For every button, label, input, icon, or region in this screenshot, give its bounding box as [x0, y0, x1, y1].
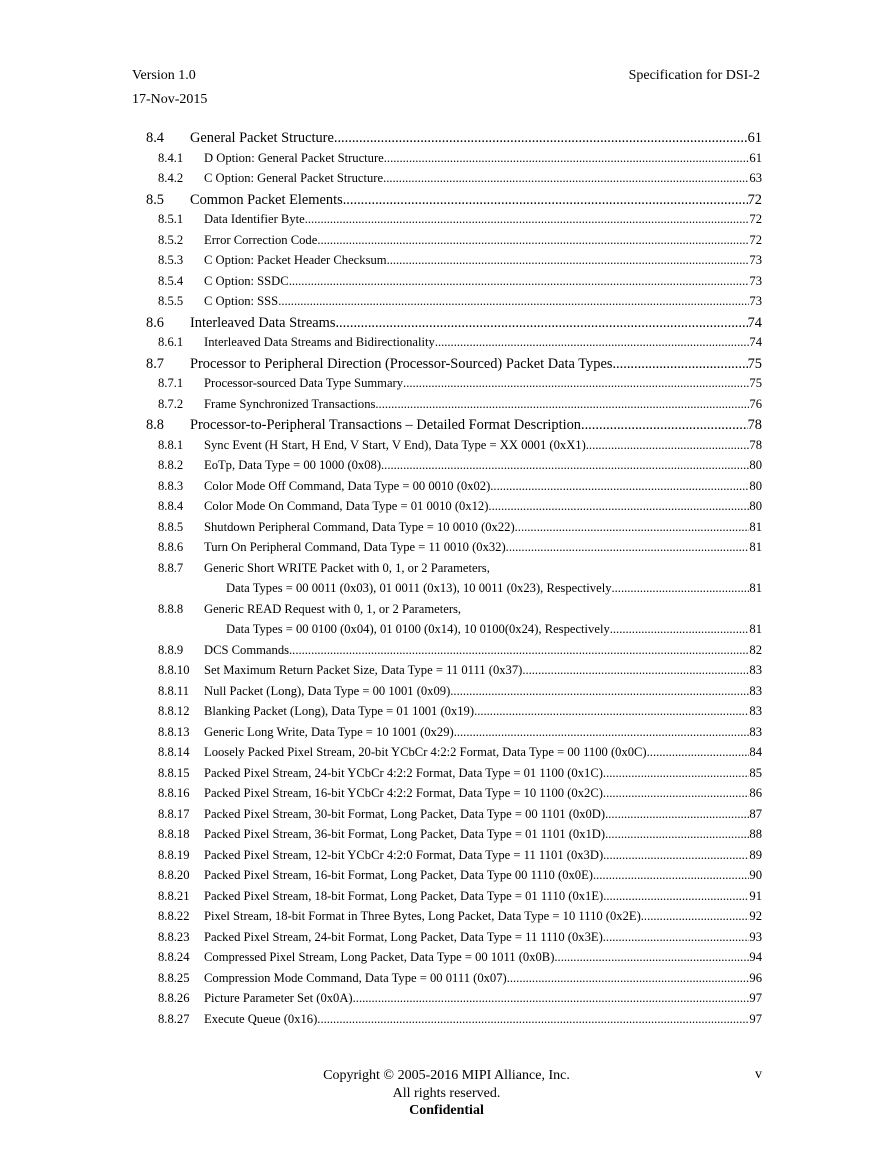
toc-entry-number: 8.8.4 — [158, 499, 184, 513]
toc-entry-title: Compressed Pixel Stream, Long Packet, Data Type = 00 1011 (0x0B) — [204, 950, 555, 964]
toc-entry[interactable] — [146, 807, 762, 828]
toc-entry-title: Packed Pixel Stream, 24-bit Format, Long Packet, Data Type = 11 1110 (0x3E) — [204, 929, 603, 944]
toc-entry-number: 8.5.2 — [158, 232, 184, 247]
toc-entry-number: 8.8.3 — [158, 478, 184, 493]
toc-entry-title: Packed Pixel Stream, 16-bit Format, Long Packet, Data Type 00 1110 (0x0E) — [204, 868, 593, 882]
toc-leader-dots — [381, 458, 749, 473]
toc-entry-title: EoTp, Data Type = 00 1000 (0x08) — [204, 458, 382, 472]
toc-entry-title: Generic Long Write, Data Type = 10 1001 (0x29) — [204, 724, 454, 739]
toc-entry[interactable] — [146, 130, 762, 151]
toc-entry[interactable] — [146, 909, 762, 930]
toc-entry-page: 87 — [749, 806, 762, 821]
toc-entry[interactable] — [146, 971, 762, 992]
toc-entry-page: 83 — [749, 724, 762, 739]
toc-entry[interactable] — [146, 663, 762, 684]
toc-entry-page: 81 — [749, 580, 762, 595]
toc-entry-number: 8.8.12 — [158, 704, 190, 718]
toc-entry[interactable] — [146, 253, 762, 274]
toc-leader-dots — [435, 335, 750, 350]
footer-rights: All rights reserved. — [392, 1086, 501, 1101]
toc-entry-number: 8.8.22 — [158, 909, 190, 923]
toc-entry[interactable] — [146, 520, 762, 541]
toc-entry[interactable] — [146, 602, 762, 643]
toc-entry-number: 8.8.5 — [158, 519, 184, 534]
toc-entry-page: 61 — [747, 130, 762, 146]
toc-entry-page: 91 — [749, 888, 762, 903]
toc-entry-page: 80 — [749, 499, 762, 513]
toc-entry[interactable] — [146, 868, 762, 889]
toc-entry-page: 72 — [749, 212, 762, 226]
toc-entry-number: 8.8.20 — [158, 868, 190, 882]
toc-leader-dots — [343, 192, 748, 209]
toc-entry-title: C Option: Packet Header Checksum — [204, 253, 387, 267]
toc-entry-page: 86 — [749, 786, 762, 800]
toc-entry[interactable] — [146, 643, 762, 664]
toc-entry-page: 93 — [749, 929, 762, 944]
toc-entry-number: 8.8.18 — [158, 827, 190, 841]
toc-leader-dots — [605, 807, 749, 822]
toc-leader-dots — [612, 581, 750, 596]
toc-entry-number: 8.8.11 — [158, 683, 190, 698]
toc-entry[interactable] — [146, 356, 762, 377]
toc-entry-title: Color Mode Off Command, Data Type = 00 0010 (0x02) — [204, 478, 491, 493]
toc-entry[interactable] — [146, 950, 762, 971]
toc-leader-dots — [522, 663, 749, 678]
footer-page-number: v — [755, 1067, 762, 1082]
toc-entry-page: 92 — [749, 909, 762, 923]
toc-entry-number: 8.8.10 — [158, 663, 190, 677]
table-of-contents — [146, 130, 762, 1032]
toc-entry-number: 8.8.6 — [158, 540, 184, 554]
toc-entry[interactable] — [146, 397, 762, 418]
toc-entry-number: 8.8.7 — [158, 560, 184, 575]
toc-leader-dots — [383, 171, 749, 186]
toc-entry[interactable] — [146, 192, 762, 213]
toc-entry[interactable] — [146, 233, 762, 254]
toc-entry-number: 8.8.8 — [158, 601, 184, 616]
toc-entry-page: 82 — [749, 642, 762, 657]
toc-entry[interactable] — [146, 540, 762, 561]
toc-entry-title: Null Packet (Long), Data Type = 00 1001 (0x09) — [204, 683, 451, 698]
toc-entry-page: 88 — [749, 827, 762, 841]
toc-entry-page: 72 — [747, 191, 762, 208]
toc-leader-dots — [317, 1012, 749, 1027]
toc-entry[interactable] — [146, 151, 762, 172]
toc-entry[interactable] — [146, 171, 762, 192]
toc-entry-title: C Option: SSS — [204, 294, 279, 308]
toc-entry-title: Turn On Peripheral Command, Data Type = 11 0010 (0x32) — [204, 540, 506, 554]
toc-leader-dots — [278, 294, 749, 309]
toc-entry-page: 80 — [749, 458, 762, 472]
toc-entry-title: Packed Pixel Stream, 12-bit YCbCr 4:2:0 Format, Data Type = 11 1101 (0x3D) — [204, 847, 604, 862]
toc-entry-page: 83 — [749, 663, 762, 677]
footer-copyright: Copyright © 2005-2016 MIPI Alliance, Inc. — [323, 1068, 570, 1083]
toc-entry-number: 8.8.14 — [158, 745, 190, 759]
toc-entry-page: 80 — [749, 478, 762, 493]
toc-entry-title: Common Packet Elements — [190, 191, 343, 208]
toc-entry-number: 8.5.4 — [158, 273, 184, 288]
toc-entry-page: 97 — [749, 991, 762, 1005]
toc-entry-title: Packed Pixel Stream, 16-bit YCbCr 4:2:2 Format, Data Type = 10 1100 (0x2C) — [204, 786, 603, 800]
toc-entry-title: DCS Commands — [204, 642, 290, 657]
toc-entry-title: Picture Parameter Set (0x0A) — [204, 991, 353, 1005]
toc-leader-dots — [488, 499, 749, 514]
toc-leader-dots — [289, 274, 750, 289]
toc-entry-number: 8.6 — [146, 314, 164, 331]
toc-leader-dots — [317, 233, 749, 248]
toc-leader-dots — [335, 315, 747, 332]
toc-entry-number: 8.8.25 — [158, 970, 190, 985]
toc-entry[interactable] — [146, 725, 762, 746]
toc-entry-title: Color Mode On Command, Data Type = 01 0010 (0x12) — [204, 499, 489, 513]
toc-entry-number: 8.8.2 — [158, 458, 184, 472]
toc-leader-dots — [353, 991, 750, 1006]
toc-leader-dots — [603, 889, 749, 904]
toc-entry-title: Generic READ Request with 0, 1, or 2 Parameters, — [204, 601, 462, 616]
header-version: Version 1.0 — [132, 68, 196, 83]
toc-entry[interactable] — [146, 889, 762, 910]
toc-entry[interactable] — [146, 561, 762, 602]
toc-entry-page: 81 — [749, 540, 762, 554]
toc-leader-dots — [515, 520, 750, 535]
toc-entry-page: 85 — [749, 765, 762, 780]
toc-entry-number: 8.7.1 — [158, 376, 184, 390]
toc-entry-page: 83 — [749, 683, 762, 698]
toc-entry[interactable] — [146, 212, 762, 233]
toc-entry-title: Blanking Packet (Long), Data Type = 01 1001 (0x19) — [204, 704, 475, 718]
toc-entry-number: 8.4.2 — [158, 171, 184, 185]
toc-entry[interactable] — [146, 745, 762, 766]
toc-entry-title: Compression Mode Command, Data Type = 00 0111 (0x07) — [204, 970, 507, 985]
toc-entry-number: 8.8.19 — [158, 847, 190, 862]
toc-entry-page: 74 — [747, 314, 762, 331]
toc-leader-dots — [305, 212, 750, 227]
toc-leader-dots — [506, 540, 750, 555]
toc-leader-dots — [612, 356, 747, 373]
toc-entry[interactable] — [146, 930, 762, 951]
toc-entry-title: Generic Short WRITE Packet with 0, 1, or 2 Parameters, — [204, 560, 490, 575]
toc-entry-title: Pixel Stream, 18-bit Format in Three Bytes, Long Packet, Data Type = 10 1110 (0x2E) — [204, 909, 641, 923]
toc-leader-dots — [289, 643, 749, 658]
toc-entry-title: Loosely Packed Pixel Stream, 20-bit YCbCr 4:2:2 Format, Data Type = 00 1100 (0x0C) — [204, 745, 647, 759]
toc-leader-dots — [593, 868, 749, 883]
toc-entry-title: Frame Synchronized Transactions — [204, 396, 376, 411]
toc-entry-page: 74 — [749, 335, 762, 349]
toc-entry-number: 8.8.9 — [158, 642, 184, 657]
toc-entry-title: C Option: General Packet Structure — [204, 171, 384, 185]
toc-leader-dots — [554, 950, 749, 965]
toc-leader-dots — [603, 930, 750, 945]
toc-entry-number: 8.8.21 — [158, 888, 190, 903]
toc-leader-dots — [450, 684, 749, 699]
toc-entry-page: 81 — [749, 519, 762, 534]
toc-entry-title: Packed Pixel Stream, 24-bit YCbCr 4:2:2 Format, Data Type = 01 1100 (0x1C) — [204, 765, 603, 780]
toc-entry-number: 8.8.23 — [158, 929, 190, 944]
toc-entry-title: D Option: General Packet Structure — [204, 150, 384, 165]
toc-leader-dots — [507, 971, 750, 986]
toc-entry[interactable] — [146, 786, 762, 807]
toc-entry-number: 8.8.24 — [158, 950, 190, 964]
header-date: 17-Nov-2015 — [132, 92, 208, 107]
header-title: Specification for DSI-2 — [628, 68, 760, 83]
toc-entry-page: 94 — [749, 950, 762, 964]
toc-entry[interactable] — [146, 827, 762, 848]
toc-entry-page: 81 — [749, 621, 762, 636]
toc-leader-dots — [586, 438, 750, 453]
toc-entry[interactable] — [146, 704, 762, 725]
toc-entry[interactable] — [146, 417, 762, 438]
toc-entry-number: 8.8.26 — [158, 991, 190, 1005]
toc-entry-title-continued: Data Types = 00 0011 (0x03), 01 0011 (0x13), 10 0011 (0x23), Respectively — [226, 580, 612, 595]
toc-entry-page: 84 — [749, 745, 762, 759]
toc-entry-number: 8.5.1 — [158, 212, 184, 226]
toc-entry-number: 8.7 — [146, 355, 164, 372]
toc-entry-page: 90 — [749, 868, 762, 882]
toc-entry[interactable] — [146, 1012, 762, 1033]
toc-entry-title: Data Identifier Byte — [204, 212, 305, 226]
toc-entry-page: 78 — [747, 417, 762, 433]
toc-leader-dots — [603, 766, 749, 781]
toc-entry-title: Interleaved Data Streams — [190, 314, 336, 331]
toc-entry[interactable] — [146, 438, 762, 459]
toc-entry[interactable] — [146, 315, 762, 336]
toc-entry-number: 8.8.16 — [158, 786, 190, 800]
toc-entry-page: 73 — [749, 253, 762, 267]
toc-entry-title: Interleaved Data Streams and Bidirectionality — [204, 335, 435, 349]
toc-entry-title: Set Maximum Return Packet Size, Data Type = 11 0111 (0x37) — [204, 663, 523, 677]
toc-leader-dots — [387, 253, 750, 268]
toc-leader-dots — [454, 725, 750, 740]
toc-entry[interactable] — [146, 479, 762, 500]
toc-entry-page: 78 — [749, 437, 762, 452]
toc-entry[interactable] — [146, 294, 762, 315]
toc-entry-title: Packed Pixel Stream, 30-bit Format, Long Packet, Data Type = 00 1101 (0x0D) — [204, 806, 606, 821]
toc-entry-page: 83 — [749, 704, 762, 718]
toc-entry[interactable] — [146, 458, 762, 479]
toc-entry-number: 8.8.17 — [158, 806, 190, 821]
toc-entry[interactable] — [146, 274, 762, 295]
toc-entry[interactable] — [146, 376, 762, 397]
toc-entry-title: Processor-to-Peripheral Transactions – Detailed Format Description — [190, 417, 581, 433]
toc-entry-number: 8.5.5 — [158, 294, 184, 308]
toc-entry-number: 8.8.27 — [158, 1011, 190, 1026]
toc-entry-number: 8.8.13 — [158, 724, 190, 739]
toc-leader-dots — [610, 622, 750, 637]
toc-leader-dots — [334, 130, 748, 147]
toc-entry-number: 8.6.1 — [158, 335, 184, 349]
toc-leader-dots — [603, 786, 749, 801]
toc-entry-number: 8.5 — [146, 191, 164, 208]
toc-leader-dots — [403, 376, 749, 391]
toc-entry-title: Packed Pixel Stream, 36-bit Format, Long Packet, Data Type = 01 1101 (0x1D) — [204, 827, 606, 841]
toc-entry-title: C Option: SSDC — [204, 273, 289, 288]
toc-entry-number: 8.4 — [146, 130, 164, 146]
toc-entry-number: 8.8.15 — [158, 765, 190, 780]
toc-leader-dots — [641, 909, 750, 924]
toc-entry-title-continued: Data Types = 00 0100 (0x04), 01 0100 (0x14), 10 0100(0x24), Respectively — [226, 621, 610, 636]
toc-entry-page: 97 — [749, 1011, 762, 1026]
toc-entry-title: General Packet Structure — [190, 130, 334, 146]
toc-entry-page: 63 — [749, 171, 762, 185]
toc-entry-number: 8.4.1 — [158, 150, 184, 165]
toc-entry-page: 75 — [747, 355, 762, 372]
toc-entry[interactable] — [146, 684, 762, 705]
toc-entry-title: Processor to Peripheral Direction (Processor-Sourced) Packet Data Types — [190, 355, 613, 372]
toc-entry-number: 8.5.3 — [158, 253, 184, 267]
toc-entry-page: 61 — [749, 150, 762, 165]
toc-entry-title: Shutdown Peripheral Command, Data Type = 10 0010 (0x22) — [204, 519, 515, 534]
toc-leader-dots — [490, 479, 749, 494]
toc-leader-dots — [581, 417, 748, 434]
toc-leader-dots — [605, 827, 749, 842]
toc-entry-title: Error Correction Code — [204, 232, 318, 247]
toc-leader-dots — [384, 151, 750, 166]
footer-confidential: Confidential — [409, 1103, 484, 1118]
toc-entry[interactable] — [146, 848, 762, 869]
toc-entry-number: 8.8.1 — [158, 437, 184, 452]
toc-entry-page: 73 — [749, 273, 762, 288]
toc-leader-dots — [647, 745, 750, 760]
toc-entry-page: 89 — [749, 847, 762, 862]
toc-entry-page: 76 — [749, 396, 762, 411]
toc-entry-page: 75 — [749, 376, 762, 390]
toc-entry-number: 8.8 — [146, 417, 164, 433]
toc-entry-title: Sync Event (H Start, H End, V Start, V End), Data Type = XX 0001 (0xX1) — [204, 437, 586, 452]
toc-entry-number: 8.7.2 — [158, 396, 184, 411]
toc-entry[interactable] — [146, 991, 762, 1012]
toc-entry-page: 73 — [749, 294, 762, 308]
toc-entry-title: Processor-sourced Data Type Summary — [204, 376, 404, 390]
toc-entry-title: Execute Queue (0x16) — [204, 1011, 318, 1026]
toc-entry-page: 96 — [749, 970, 762, 985]
toc-entry[interactable] — [146, 499, 762, 520]
toc-entry[interactable] — [146, 766, 762, 787]
toc-entry[interactable] — [146, 335, 762, 356]
toc-entry-title: Packed Pixel Stream, 18-bit Format, Long Packet, Data Type = 01 1110 (0x1E) — [204, 888, 604, 903]
toc-leader-dots — [375, 397, 749, 412]
toc-leader-dots — [474, 704, 749, 719]
toc-entry-page: 72 — [749, 232, 762, 247]
toc-leader-dots — [603, 848, 749, 863]
